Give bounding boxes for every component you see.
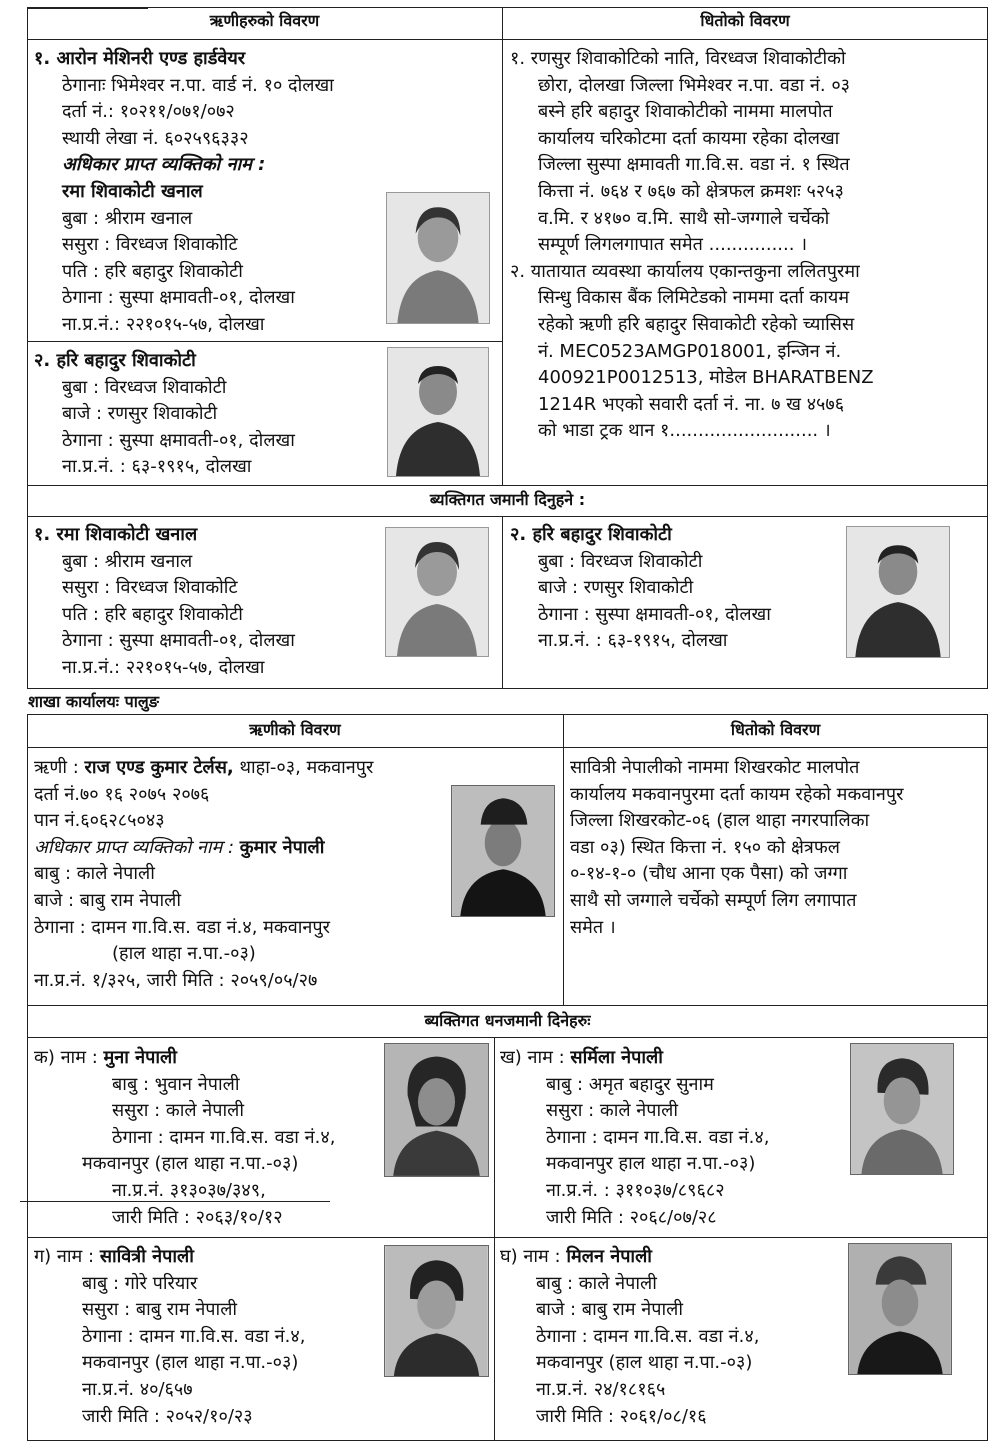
guarantors-header: ब्यक्तिगत जमानी दिनुहने : bbox=[429, 490, 586, 509]
portrait-photo-icon bbox=[385, 527, 489, 657]
divider bbox=[27, 747, 988, 748]
divider bbox=[27, 1237, 988, 1238]
header-borrowers: ऋणीहरुको विवरण bbox=[209, 11, 320, 30]
divider bbox=[27, 341, 502, 342]
guarantor-kha-details: ख) नाम : सर्मिला नेपाली बाबु : अमृत बहादुर सुनाम ससुरा : काले नेपाली ठेगाना : दामन गा.वि.स. वडा नं.४, मकवानपुर हाल थाहा न.पा.-०३) ना.प्र.नं. : ३११०३७/८९६८२ जारी मिति : २०६८/०७/२८ bbox=[500, 1047, 770, 1228]
header-collateral: धितोको विवरण bbox=[730, 720, 821, 739]
portrait-photo-icon bbox=[386, 192, 490, 324]
collateral-details-2: सावित्री नेपालीको नाममा शिखरकोट मालपोत कार्यालय मकवानपुरमा दर्ता कायम रहेको मकवानपुर जिल्ला शिखरकोट-०६ (हाल थाहा नगरपालिका वडा ०३) स्थित कित्ता नं. १५० को क्षेत्रफल ०-१४-१-० (चौध आना एक पैसा) को जग्गा साथै सो जग्गाले चर्चेको सम्पूर्ण लिग लगापात समेत । bbox=[570, 757, 904, 938]
collateral-details-1: १. रणसुर शिवाकोटिको नाति, विरध्वज शिवाकोटीको छोरा, दोलखा जिल्ला भिमेश्वर न.पा. वडा नं. ०३ बस्ने हरि बहादुर शिवाकोटीको नाममा मालपोत कार्यालय चरिकोटमा दर्ता कायमा रहेका दोलखा जिल्ला सुस्पा क्षमावती गा.वि.स. वडा नं. १ स्थित कित्ता नं. ७६४ र ७६७ को क्षेत्रफल क्रमशः ५२५३ व.मि. र ४१७० व.मि. साथै सो-जग्गाले चर्चेको सम्पूर्ण लिगलगापात समेत ............... । २. यातायात व्यवस्था कार्यालय एकान्तकुना ललितपुरमा सिन्धु विकास बैंक लिमिटेडको नाममा दर्ता कायम रहेको ऋणी हरि बहादुर सिवाकोटी रहेको च्यासिस नं. MEC0523AMGP018001, इन्जिन नं. 400921P0012513, मोडेल BHARATBENZ 1214R भएको सवारी दर्ता नं. ना. ७ ख ४५७६ को भाडा ट्रक थान १.......................... । bbox=[510, 48, 874, 442]
branch-office-label: शाखा कार्यालयः पालुङ bbox=[28, 692, 159, 711]
divider bbox=[502, 7, 503, 485]
borrower2-title: २. हरि बहादुर शिवाकोटी bbox=[34, 350, 196, 371]
authorized-person-name: कुमार नेपाली bbox=[239, 836, 325, 858]
borrower-name: राज एण्ड कुमार टेर्लस, bbox=[84, 757, 234, 778]
guarantor-ga-details: ग) नाम : सावित्री नेपाली बाबु : गोरे परियार ससुरा : बाबु राम नेपाली ठेगाना : दामन गा.वि.स. वडा नं.४, मकवानपुर (हाल थाहा न.पा.-०३) ना.प्र.नं. ४०/६५७ जारी मिति : २०५२/१०/२३ bbox=[34, 1246, 306, 1427]
portrait-photo-icon bbox=[848, 1243, 952, 1375]
borrower2-details: २. हरि बहादुर शिवाकोटी बुबा : विरध्वज शिवाकोटी बाजे : रणसुर शिवाकोटी ठेगाना : सुस्पा क्षमावती-०१, दोलखा ना.प्र.नं. : ६३-१९१५, दोलखा bbox=[34, 350, 295, 478]
guarantors-header: ब्यक्तिगत धनजमानी दिनेहरुः bbox=[424, 1011, 591, 1030]
guarantor2-details: २. हरि बहादुर शिवाकोटी बुबा : विरध्वज शिवाकोटी बाजे : रणसुर शिवाकोटी ठेगाना : सुस्पा क्षमावती-०१, दोलखा ना.प्र.नं. : ६३-१९१५, दोलखा bbox=[510, 524, 771, 652]
divider bbox=[563, 714, 564, 1005]
divider bbox=[27, 516, 988, 517]
divider bbox=[494, 1037, 495, 1441]
guarantor-gha-details: घ) नाम : मिलन नेपाली बाबु : काले नेपाली बाजे : बाबु राम नेपाली ठेगाना : दामन गा.वि.स. वडा नं.४, मकवानपुर (हाल थाहा न.पा.-०३) ना.प्र.नं. २४/१८१६५ जारी मिति : २०६१/०८/१६ bbox=[500, 1246, 760, 1427]
portrait-photo-icon bbox=[850, 1043, 954, 1175]
borrower1-details: १. आरोन मेशिनरी एण्ड हार्डवेयर ठेगानाः भिमेश्वर न.पा. वार्ड नं. १० दोलखा दर्ता नं.: १०२११/०७१/०७२ स्थायी लेखा नं. ६०२५९६३३२ अधिकार प्राप्त व्यक्तिको नाम : रमा शिवाकोटी खनाल बुबा : श्रीराम खनाल ससुरा : विरध्वज शिवाकोटि पति : हरि बहादुर शिवाकोटी ठेगाना : सुस्पा क्षमावती-०१, दोलखा ना.प्र.नं.: २२१०१५-५७, दोलखा bbox=[34, 48, 334, 335]
divider bbox=[502, 516, 503, 689]
divider bbox=[27, 1005, 988, 1006]
portrait-photo-icon bbox=[451, 785, 555, 917]
portrait-photo-icon bbox=[384, 1245, 489, 1377]
borrower1-title: १. आरोन मेशिनरी एण्ड हार्डवेयर bbox=[34, 48, 246, 69]
divider bbox=[27, 39, 988, 40]
divider bbox=[27, 1037, 988, 1038]
divider bbox=[27, 485, 988, 486]
portrait-photo-icon bbox=[387, 347, 489, 477]
strike-line bbox=[20, 1201, 330, 1202]
guarantor1-details: १. रमा शिवाकोटी खनाल बुबा : श्रीराम खनाल ससुरा : विरध्वज शिवाकोटि पति : हरि बहादुर शिवाकोटी ठेगाना : सुस्पा क्षमावती-०१, दोलखा ना.प्र.नं.: २२१०१५-५७, दोलखा bbox=[34, 524, 295, 678]
guarantor-ka-details: क) नाम : मुना नेपाली बाबु : भुवान नेपाली ससुरा : काले नेपाली ठेगाना : दामन गा.वि.स. वडा नं.४, मकवानपुर (हाल थाहा न.पा.-०३) ना.प्र.नं. ३१३०३७/३४९, जारी मिति : २०६३/१०/१२ bbox=[34, 1047, 336, 1228]
authorized-person-name: रमा शिवाकोटी खनाल bbox=[62, 180, 203, 202]
header-collateral: धितोको विवरण bbox=[700, 11, 790, 30]
portrait-photo-icon bbox=[384, 1043, 489, 1177]
borrower-details: ऋणी : राज एण्ड कुमार टेर्लस, थाहा-०३, मकवानपुर दर्ता नं.७० १६ २०७५ २०७६ पान नं.६०६२८५०४३ अधिकार प्राप्त व्यक्तिको नाम : कुमार नेपाली बाबु : काले नेपाली बाजे : बाबु राम नेपाली ठेगाना : दामन गा.वि.स. वडा नं.४, मकवानपुर (हाल थाहा न.पा.-०३) ना.प्र.नं. १/३२५, जारी मिति : २०५९/०५/२७ bbox=[34, 757, 374, 991]
header-borrower: ऋणीको विवरण bbox=[249, 720, 341, 739]
portrait-photo-icon bbox=[846, 526, 950, 658]
